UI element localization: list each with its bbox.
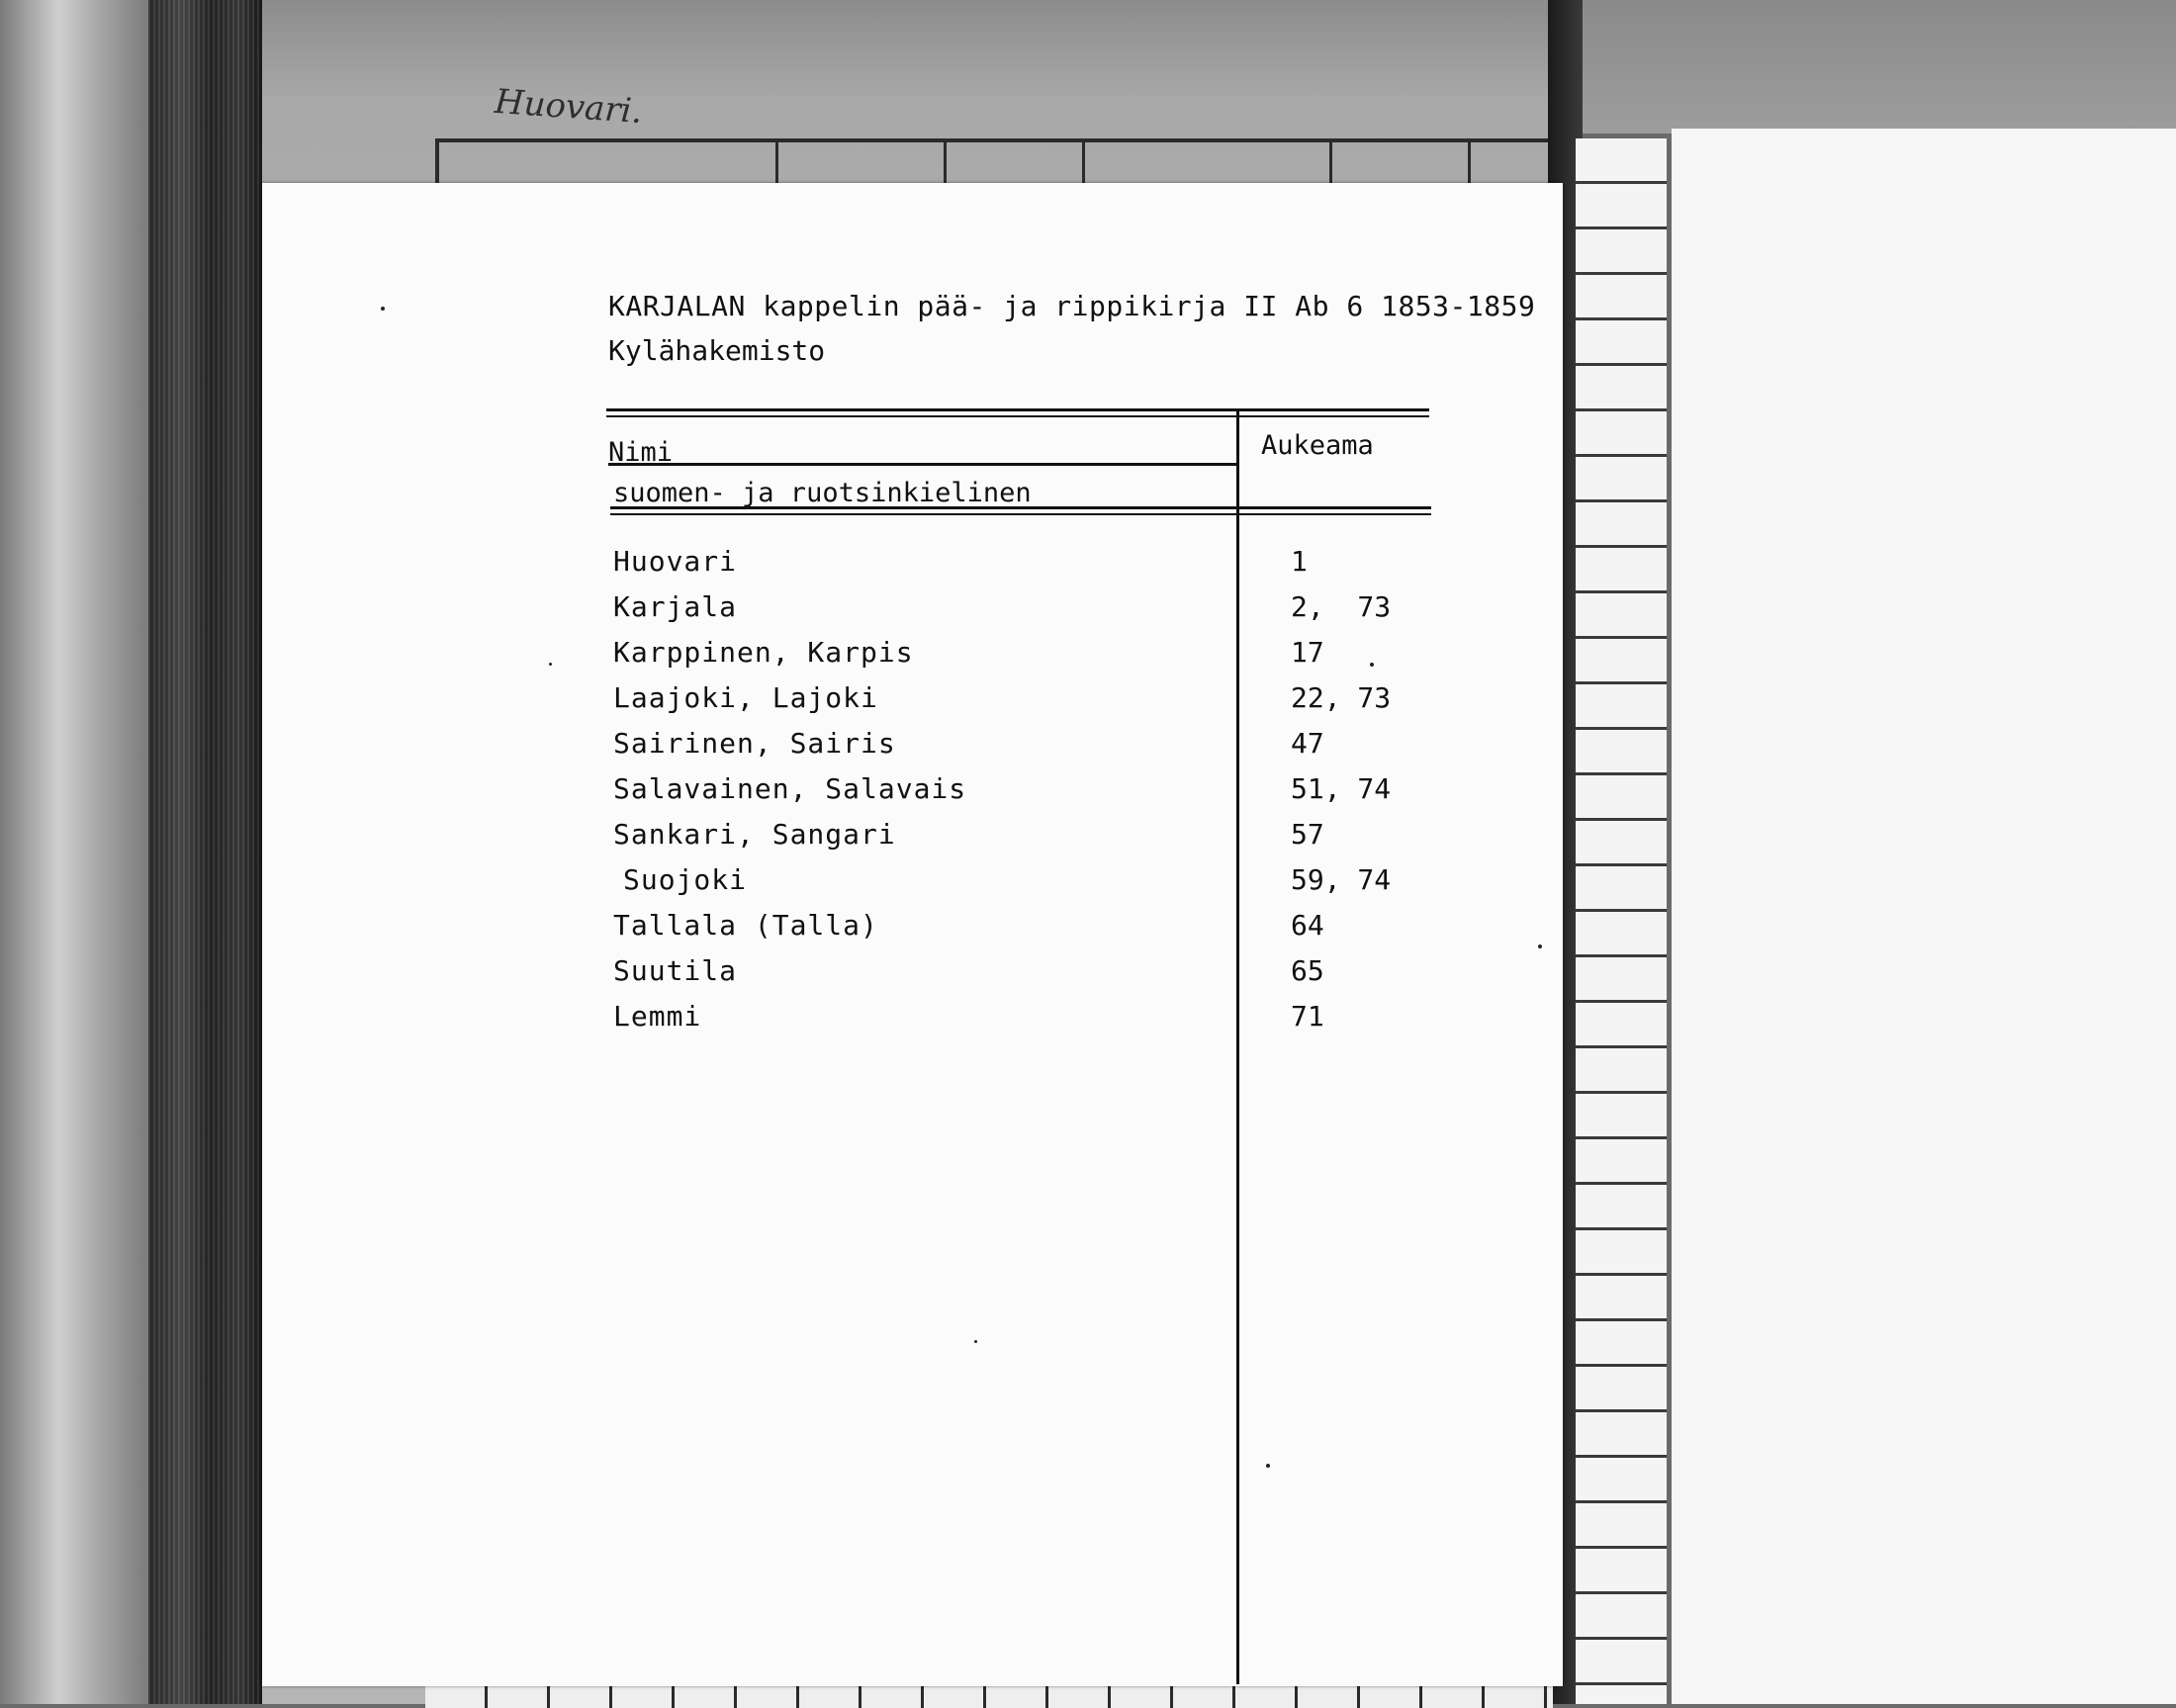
village-name: Sairinen, Sairis [613, 727, 896, 760]
header-split-rule [608, 463, 1237, 466]
header-bottom-rule [610, 513, 1431, 515]
page-reference: 1 [1291, 545, 1308, 578]
table-row [262, 545, 1563, 590]
speck [1370, 663, 1374, 667]
header-name-subtitle: suomen- ja ruotsinkielinen [613, 478, 1032, 508]
table-row [262, 954, 1563, 1000]
village-name: Suojoki [623, 863, 748, 896]
village-name: Salavainen, Salavais [613, 772, 967, 805]
table-row [262, 1000, 1563, 1045]
page-reference: 64 [1291, 909, 1324, 942]
book-spine [148, 0, 262, 1704]
village-name: Laajoki, Lajoki [613, 681, 878, 714]
village-name: Sankari, Sangari [613, 818, 896, 851]
village-name: Huovari [613, 545, 738, 578]
village-name: Suutila [613, 954, 738, 987]
right-background [1583, 0, 2176, 134]
speck [1266, 1464, 1270, 1468]
table-row [262, 590, 1563, 636]
village-name: Karppinen, Karpis [613, 636, 914, 669]
sheet-title: KARJALAN kappelin pää- ja rippikirja II Ab 6 1853-1859 [608, 290, 1536, 322]
village-name: Karjala [613, 590, 738, 623]
speck [1538, 944, 1542, 948]
page-reference: 59, 74 [1291, 863, 1392, 896]
page-reference: 51, 74 [1291, 772, 1392, 805]
sheet-subtitle: Kylähakemisto [608, 334, 826, 367]
table-top-rule [606, 408, 1429, 411]
table-row [262, 727, 1563, 772]
page-reference: 17 [1291, 636, 1324, 669]
table-row [262, 818, 1563, 863]
village-name: Lemmi [613, 1000, 702, 1033]
right-blank-page [1672, 129, 2176, 1704]
header-page: Aukeama [1261, 430, 1374, 461]
speck [381, 307, 385, 311]
table-row [262, 772, 1563, 818]
header-name: Nimi [608, 437, 674, 468]
village-name: Tallala (Talla) [613, 909, 878, 942]
page-reference: 47 [1291, 727, 1324, 760]
page-reference: 57 [1291, 818, 1324, 851]
speck [549, 663, 552, 666]
index-sheet [262, 183, 1563, 1686]
table-row [262, 863, 1563, 909]
handwritten-label: Huovari. [493, 81, 644, 133]
background-left [0, 0, 168, 1704]
speck [974, 1340, 977, 1343]
table-row [262, 909, 1563, 954]
table-row [262, 636, 1563, 681]
ledger-edge-strip [1573, 138, 1667, 1704]
table-row [262, 681, 1563, 727]
page-reference: 65 [1291, 954, 1324, 987]
page-reference: 2, 73 [1291, 590, 1392, 623]
table-top-rule [606, 415, 1429, 417]
page-reference: 22, 73 [1291, 681, 1392, 714]
page-reference: 71 [1291, 1000, 1324, 1033]
